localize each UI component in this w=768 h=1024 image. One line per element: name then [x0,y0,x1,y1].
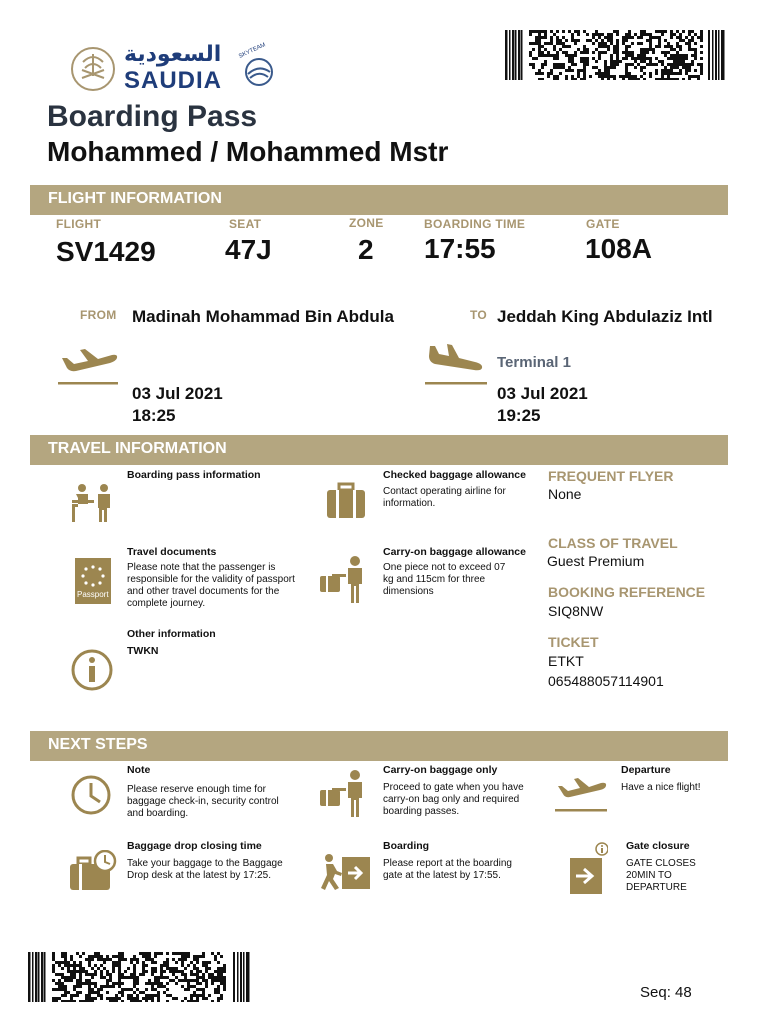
ticket-type: ETKT [548,653,584,669]
barcode-top [505,30,725,80]
alliance-name: SKYTEAM [238,42,267,60]
zone-number: 2 [358,234,374,265]
arrival-plane-icon [425,342,487,388]
frequent-flyer-label: FREQUENT FLYER [548,468,674,484]
from-label: FROM [80,308,117,322]
frequent-flyer-value: None [548,486,582,502]
boarding-gate-icon [320,853,372,891]
gate-number: 108A [585,233,652,264]
departure-date: 03 Jul 2021 [132,384,223,403]
arrival-time: 19:25 [497,406,541,425]
terminal: Terminal 1 [497,354,571,371]
check-in-agents-icon [70,482,116,522]
brand-name: SAUDIA [124,67,223,94]
travel-item-title: Travel documents [127,546,217,558]
travel-item-title: Carry-on baggage allowance [383,546,526,558]
boarding-time-label: BOARDING TIME [424,217,526,231]
travel-item-text: Contact operating airline for information. [383,486,506,509]
step-title: Carry-on baggage only [383,764,498,776]
travel-item-title: Boarding pass information [127,469,261,481]
travel-item-text: Please note that the passenger is responsible for the validity of passport and other travel documents for the complete journey. [127,562,295,609]
departure-time: 18:25 [132,406,176,425]
boarding-time: 17:55 [424,233,496,264]
flight-label: FLIGHT [56,217,102,231]
travel-item-title: Checked baggage allowance [383,469,526,481]
to-label: TO [470,308,488,322]
page-title: Boarding Pass [47,100,258,133]
step-text: Take your baggage to the Baggage Drop desk at the latest by 17:25. [127,858,283,881]
step-text: Please reserve enough time for baggage check-in, security control and boarding. [127,784,279,819]
sequence-number: Seq: 48 [640,984,692,1001]
passenger-name: Mohammed / Mohammed Mstr [47,136,449,167]
gate-label: GATE [586,217,620,231]
travel-item-title: Other information [127,628,216,640]
flight-number: SV1429 [56,236,156,267]
arrival-date: 03 Jul 2021 [497,384,588,403]
checked-baggage-icon [325,482,367,520]
step-text: Proceed to gate when you have carry-on bag only and required boarding passes. [383,782,524,817]
step-title: Gate closure [626,840,690,852]
gate-closure-icon [568,840,608,896]
carry-on-person-icon [318,556,368,604]
flight-info-header: FLIGHT INFORMATION [30,185,728,215]
destination-airport: Jeddah King Abdulaziz Intl [497,307,713,326]
origin-airport: Madinah Mohammad Bin Abdula [132,307,394,326]
baggage-clock-icon [68,850,118,892]
seat-label: SEAT [229,217,262,231]
booking-value: SIQ8NW [548,603,604,619]
class-label: CLASS OF TRAVEL [548,535,678,551]
step-title: Departure [621,764,671,776]
travel-info-header: TRAVEL INFORMATION [30,435,728,465]
step-text: Please report at the boarding gate at the latest by 17:55. [383,858,512,881]
barcode-bottom [28,952,250,1002]
step-text: GATE CLOSES 20MIN TO DEPARTURE [626,858,696,893]
step-title: Note [127,764,151,776]
travel-item-text: TWKN [127,645,159,657]
step-title: Baggage drop closing time [127,840,262,852]
travel-item-text: One piece not to exceed 07 kg and 115cm for three dimensions [383,562,506,597]
seat-number: 47J [225,234,272,265]
step-text: Have a nice flight! [621,782,701,793]
brand-arabic: السعودية [124,42,222,67]
clock-icon [70,774,112,816]
step-title: Boarding [383,840,430,852]
ticket-number: 065488057114901 [548,673,664,689]
departure-plane-icon [58,344,120,388]
departure-step-icon [555,774,609,814]
zone-label: ZONE [349,216,384,230]
carry-on-only-icon [318,770,368,818]
ticket-label: TICKET [548,634,599,650]
info-icon [70,648,114,692]
class-value: Guest Premium [547,553,645,569]
passport-word: Passport [77,590,109,599]
next-steps-header: NEXT STEPS [30,731,728,761]
booking-label: BOOKING REFERENCE [548,584,706,600]
